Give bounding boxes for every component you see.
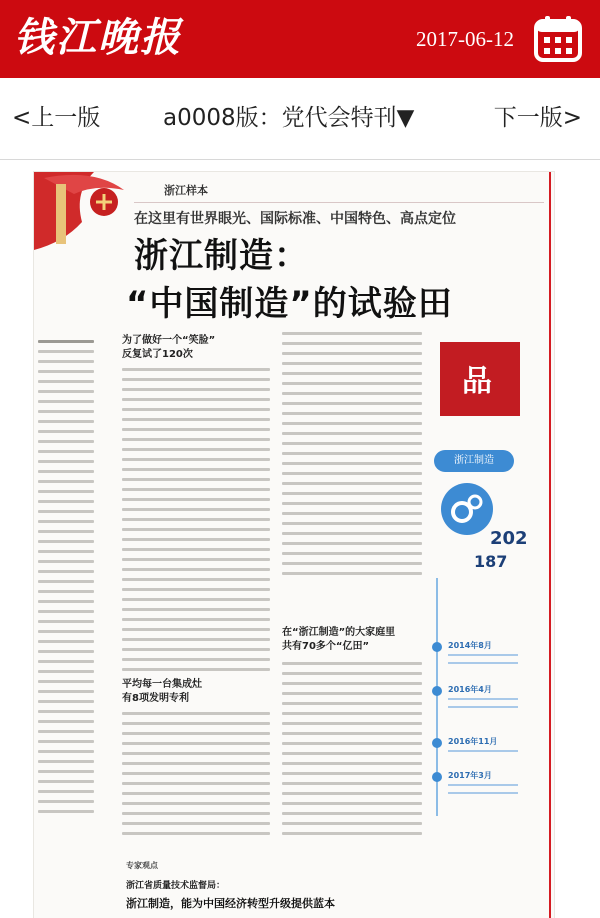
timeline-dot (432, 772, 442, 782)
header-rule (134, 202, 544, 203)
text-column-2 (122, 368, 270, 678)
timeline-text (448, 654, 518, 656)
subhead-3: 在“浙江制造”的大家庭里 共有70多个“亿田” (282, 627, 396, 652)
timeline-label: 2017年3月 (448, 771, 492, 780)
timeline-text (448, 784, 518, 786)
footer-subtitle: 浙江省质量技术监督局： (126, 881, 226, 891)
infographic-sidebar (430, 342, 550, 842)
zhejiang-made-logo: 品 (440, 342, 520, 416)
subhead-1: 为了做好一个“笑脸” 反复试了120次 (122, 335, 216, 360)
page-navigation (0, 78, 600, 160)
footer-headline: 浙江制造，能为中国经济转型升级提供蓝本 (126, 897, 335, 910)
article-overline: 在这里有世界眼光、国际标准、中国特色、高点定位 (134, 211, 456, 227)
article-headline-line2: “中国制造”的试验田 (126, 284, 453, 324)
timeline-dot (432, 738, 442, 748)
next-page-link[interactable]: 下一版> (493, 105, 582, 131)
timeline-text (448, 750, 518, 752)
stat-value-2: 187 (474, 552, 508, 571)
calendar-button[interactable] (533, 15, 583, 63)
gear-icon (440, 482, 494, 536)
timeline-text (448, 698, 518, 700)
edition-selector[interactable]: a0008版：党代会特刊▼ (163, 105, 415, 131)
timeline-dot (432, 686, 442, 696)
timeline-dot (432, 642, 442, 652)
timeline-text (448, 706, 518, 708)
party-emblem-icon (34, 172, 134, 250)
subhead-2: 平均每一台集成灶 有8项发明专利 (122, 679, 202, 704)
sidebar-badge: 浙江制造 (434, 450, 514, 472)
text-column-3 (282, 332, 422, 582)
prev-page-link[interactable]: <上一版 (12, 105, 101, 131)
timeline-label: 2014年8月 (448, 641, 492, 650)
timeline-text (448, 662, 518, 664)
stat-value-1: 202 (490, 528, 528, 549)
issue-date: 2017-06-12 (416, 27, 514, 51)
text-column-3b (282, 662, 422, 842)
article-headline-line1: 浙江制造： (134, 236, 309, 276)
footer-section-tag: 专家观点 (126, 861, 158, 870)
calendar-icon (533, 15, 583, 63)
newspaper-page[interactable] (34, 172, 554, 918)
timeline-label: 2016年4月 (448, 685, 492, 694)
app-header (0, 0, 600, 78)
text-column-2b (122, 712, 270, 842)
text-column-1 (38, 340, 94, 820)
newspaper-logo[interactable]: 钱江晚报 (14, 14, 182, 61)
timeline-label: 2016年11月 (448, 737, 498, 746)
timeline-text (448, 792, 518, 794)
section-tag: 浙江样本 (164, 184, 208, 197)
